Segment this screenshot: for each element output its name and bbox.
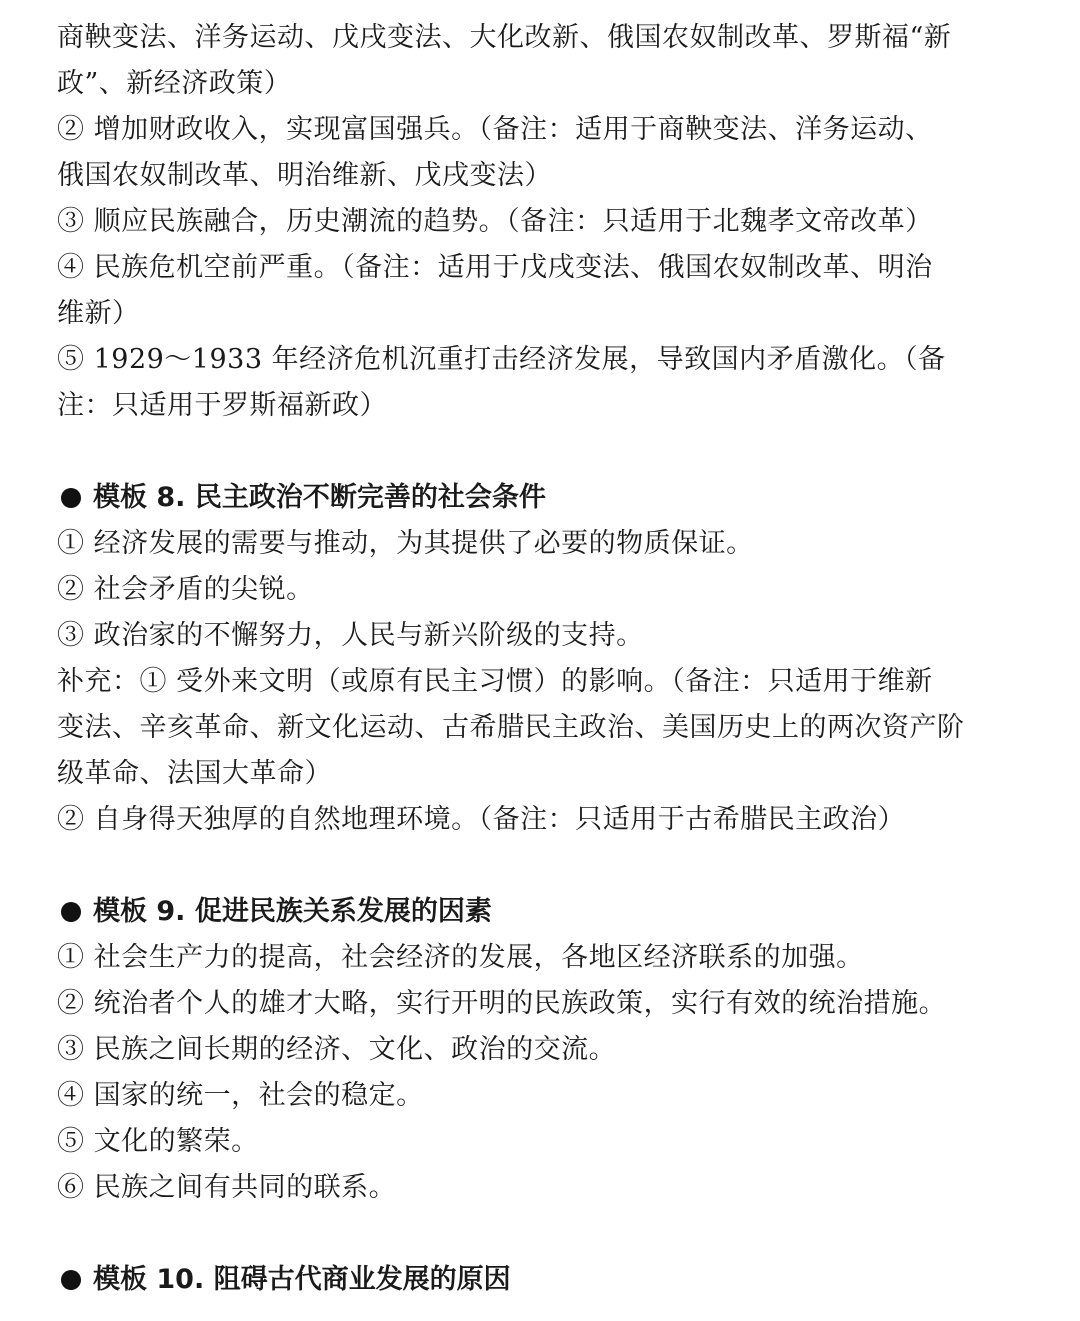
text-line: ② 增加财政收入，实现富国强兵。（备注：适用于商鞅变法、洋务运动、: [57, 114, 933, 145]
section-spacer: [57, 429, 1017, 475]
bullet-icon: [61, 1270, 81, 1290]
text-line: ③ 政治家的不懈努力，人民与新兴阶级的支持。: [57, 620, 644, 651]
section-spacer: [57, 1211, 1017, 1257]
section-heading-text: 模板 10. 阻碍古代商业发展的原因: [93, 1264, 511, 1295]
text-line: ③ 顺应民族融合，历史潮流的趋势。（备注：只适用于北魏孝文帝改革）: [57, 206, 933, 237]
section-spacer: [57, 843, 1017, 889]
text-line: ④ 国家的统一，社会的稳定。: [57, 1080, 424, 1111]
text-line: ② 自身得天独厚的自然地理环境。（备注：只适用于古希腊民主政治）: [57, 804, 906, 835]
text-line: 俄国农奴制改革、明治维新、戊戌变法）: [57, 160, 552, 191]
bullet-icon: [61, 902, 81, 922]
text-line: ① 社会生产力的提高，社会经济的发展，各地区经济联系的加强。: [57, 942, 864, 973]
section-heading-text: 模板 9. 促进民族关系发展的因素: [93, 896, 492, 927]
section-template-8: [57, 475, 1017, 843]
text-line: 商鞅变法、洋务运动、戊戌变法、大化改新、俄国农奴制改革、罗斯福“新: [57, 22, 952, 53]
text-line: 补充：① 受外来文明（或原有民主习惯）的影响。（备注：只适用于维新: [57, 666, 933, 697]
section-heading: [57, 475, 1017, 521]
text-line: 政”、新经济政策）: [57, 68, 292, 99]
section-template-9: [57, 889, 1017, 1211]
bullet-icon: [61, 488, 81, 508]
text-line: ② 统治者个人的雄才大略，实行开明的民族政策，实行有效的统治措施。: [57, 988, 947, 1019]
section-template-10: [57, 1257, 1017, 1303]
text-line: 维新）: [57, 298, 140, 329]
text-line: 变法、辛亥革命、新文化运动、古希腊民主政治、美国历史上的两次资产阶: [57, 712, 965, 743]
intro-block: [57, 15, 1017, 429]
section-heading: [57, 1257, 1017, 1303]
text-line: ④ 民族危机空前严重。（备注：适用于戊戌变法、俄国农奴制改革、明治: [57, 252, 933, 283]
text-line: 级革命、法国大革命）: [57, 758, 332, 789]
text-line: ① 经济发展的需要与推动，为其提供了必要的物质保证。: [57, 528, 754, 559]
document-page: [57, 15, 1017, 1303]
text-line: 注：只适用于罗斯福新政）: [57, 390, 387, 421]
text-line: ② 社会矛盾的尖锐。: [57, 574, 314, 605]
text-line: ⑤ 文化的繁荣。: [57, 1126, 259, 1157]
text-line: ⑤ 1929～1933 年经济危机沉重打击经济发展，导致国内矛盾激化。（备: [57, 344, 946, 375]
section-heading: [57, 889, 1017, 935]
text-line: ③ 民族之间长期的经济、文化、政治的交流。: [57, 1034, 617, 1065]
text-line: ⑥ 民族之间有共同的联系。: [57, 1172, 397, 1203]
section-heading-text: 模板 8. 民主政治不断完善的社会条件: [93, 482, 546, 513]
